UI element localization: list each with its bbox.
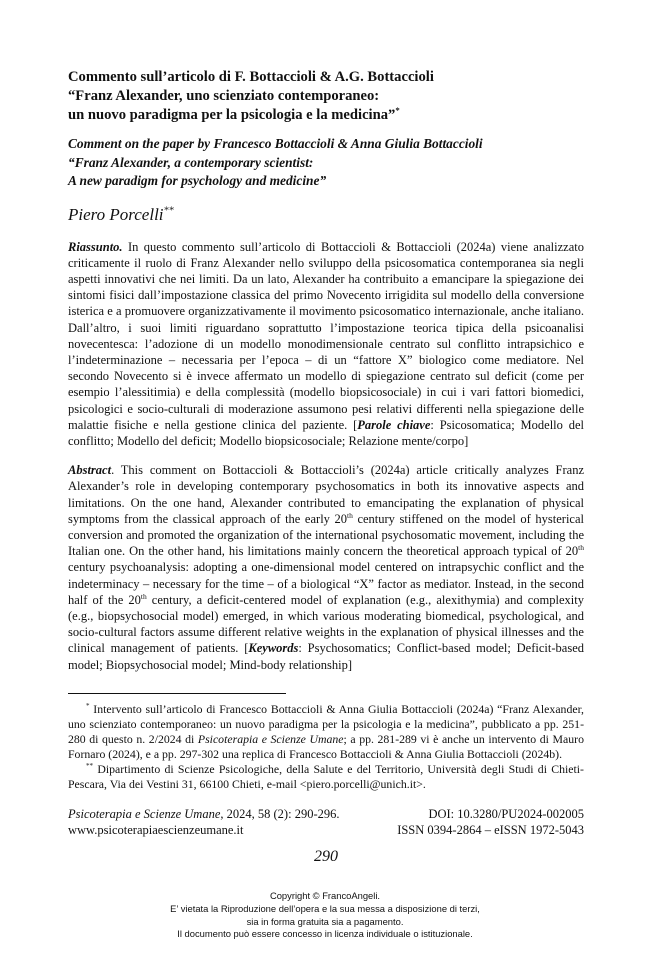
parole-chiave-label: Parole chiave [357, 417, 431, 432]
footnote-1-text-b: ; a pp. 281-289 vi è anche un intervento di Mauro Fornaro (2024), e a pp. 297-302 una replica di Francesco Bottaccioli & Anna Giulia Bottaccioli (2024b). [68, 731, 584, 761]
footnote-1-journal: Psicoterapia e Scienze Umane [197, 731, 344, 746]
abstract-text-2: century stiffened on the model of hysterical conversion and promoted the organization of the international psychosomatic movement, including the Italian one. On the other hand, his limitations mainly concern the theoretical approach typical of 20 [68, 511, 584, 559]
journal-name: Psicoterapia e Scienze Umane [68, 806, 221, 821]
journal-info [68, 806, 584, 838]
author-footnote-mark: ** [163, 204, 174, 216]
title-line-2: “Franz Alexander, uno scienziato contemporaneo: [68, 88, 380, 104]
page-number: 290 [314, 847, 338, 865]
journal-info-row-1 [68, 806, 584, 822]
copyright-line-4: Il documento può essere concesso in licenza individuale o istituzionale. [177, 928, 473, 940]
footnote-1 [68, 702, 584, 762]
abstract-text-1: . This comment on Bottaccioli & Bottaccioli’s (2024a) article critically analyzes Franz Alexander’s role in developing contemporary psychosomatics in both its innovative aspects and limitations. On the one hand, Alexander contributed to emancipating the explanation of physical symptoms from the classical approach of the early 20 [68, 463, 584, 526]
abstract-sup-2: th [578, 543, 584, 552]
parole-chiave-text: : Psicosomatica; Modello del conflitto; Modello del deficit; Modello biopsicosociale; Relazione mente/corpo] [68, 417, 584, 448]
title-en-line-3: A new paradigm for psychology and medicine” [68, 173, 327, 188]
abstract-label: Abstract [68, 463, 112, 478]
copyright-line-1: Copyright © FrancoAngeli. [269, 890, 381, 901]
title-en-line-1: Comment on the paper by Francesco Bottaccioli & Anna Giulia Bottaccioli [68, 136, 483, 151]
footnote-1-text-a: Intervento sull’articolo di Francesco Bottaccioli & Anna Giulia Bottaccioli (2024a) “Franz Alexander, uno scienziato contemporaneo: un nuovo paradigma per la psicologia e la medicina”, pubblicato a pp. 251-280 di questo n. 2/2024 di [68, 701, 584, 746]
abstract-sup-1: th [347, 510, 353, 520]
abstract-text-4: century, a deficit-centered model of explanation (e.g., alexithymia) and complexity (e.g., biopsychosocial model) emerged, in which various moderating biomedical, psychological, and socio-cultural factors assume different relative weights in the explanation of physical illnesses and the clinical management of patients. [ [68, 592, 584, 656]
author-name: Piero Porcelli [68, 204, 164, 224]
title-en-line-2: “Franz Alexander, a contemporary scientist: [68, 154, 314, 170]
footnote-2 [68, 762, 584, 792]
article-title [68, 68, 584, 125]
journal-doi: DOI: 10.3280/PU2024-002005 [428, 806, 584, 821]
copyright-notice [0, 890, 650, 941]
journal-info-row-2 [68, 822, 584, 838]
footnote-1-mark: * [86, 701, 90, 710]
footnote-divider [68, 693, 286, 694]
riassunto-label: Riassunto. [68, 239, 123, 254]
abstract-paragraph [68, 462, 584, 673]
journal-citation-text: , 2024, 58 (2): 290-296. [220, 806, 340, 821]
article-title-english [68, 135, 584, 191]
copyright-line-3: sia in forma gratuita sia a pagamento. [246, 915, 404, 927]
footnote-2-text: Dipartimento di Scienze Psicologiche, della Salute e del Territorio, Università degli Studi di Chieti-Pescara, Via dei Vestini 31, 66100 Chieti, e-mail <piero.porcelli@unich.it>. [68, 761, 584, 791]
keywords-label: Keywords [248, 641, 299, 656]
author [68, 205, 584, 225]
footnote-2-mark: ** [86, 761, 94, 770]
abstract-text-3: century psychoanalysis: adopting a one-dimensional model centered on intrapsychic conflict and the indeterminacy – necessary for the time – of a biological “X” factor as mediator. Instead, in the second half of the 20 [68, 560, 584, 607]
journal-website: www.psicoterapiaescienzeumane.it [68, 822, 244, 837]
riassunto-text: In questo commento sull’articolo di Bottaccioli & Bottaccioli (2024a) viene analizzato criticamente il ruolo di Franz Alexander nello sviluppo della psicosomatica contemporanea sia negli aspetti innovativi che nei limiti. Da un lato, Alexander ha contribuito a emancipare la spiegazione dei sintomi fisici dall’impostazione classica del primo Novecento irrigidita sul modello della conversione isterica e a promuovere organizzativamente il movimento psicosomatico internazionale, anche italiano. Dall’altro, i suoi limiti riguardano soprattutto l’impostazione teorica tipica della psicoanalisi novecentesca: l’adozione di un modello monodimensionale centrato sul conflitto intrapsichico e l’indeterminazione – necessaria per l’epoca – di un “fattore X” biologico come mediatore. Nel secondo Novecento si è invece affermato un modello di spiegazione centrato sul deficit (come per esempio l’alessitimia) e della complessità (modello biopsicosociale) in cui i vari fattori biomedici, psicologici e socio-culturali di moderazione assumono pesi relativi differenti nella spiegazione delle malattie fisiche e nella gestione clinica del paziente. [ [68, 239, 584, 432]
title-line-3 [68, 106, 584, 125]
title-line-1: Commento sull’articolo di F. Bottaccioli & A.G. Bottaccioli [68, 69, 434, 85]
copyright-line-2: E’ vietata la Riproduzione dell’opera e la sua messa a disposizione di terzi, [170, 902, 480, 914]
journal-citation [68, 806, 339, 822]
title-footnote-mark: * [395, 105, 400, 116]
title-line-3-text: un nuovo paradigma per la psicologia e la medicina” [68, 107, 396, 123]
paper-page [68, 68, 584, 866]
abstract-sup-3: th [140, 591, 147, 601]
journal-issn: ISSN 0394-2864 – eISSN 1972-5043 [397, 822, 584, 837]
keywords-text: : Psychosomatics; Conflict-based model; Deficit-based model; Biopsychosocial model; Mind-body relationship] [68, 641, 584, 672]
riassunto-paragraph [68, 239, 584, 450]
